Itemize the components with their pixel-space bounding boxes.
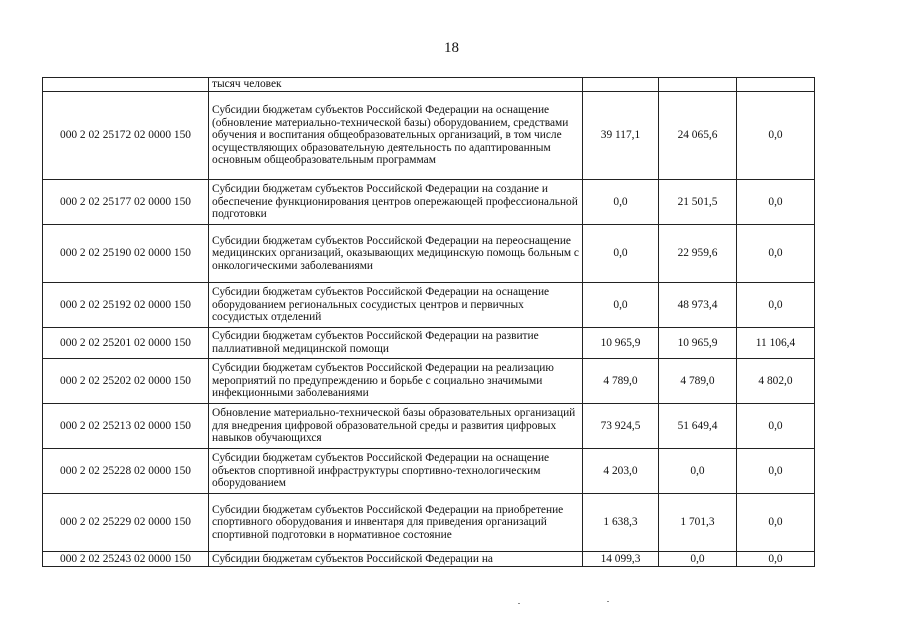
code-cell: 000 2 02 25172 02 0000 150	[43, 92, 209, 180]
value-cell-1	[583, 78, 659, 92]
value-cell-1: 0,0	[583, 283, 659, 328]
description-cell: Субсидии бюджетам субъектов Российской Федерации на оснащение объектов спортивной инфраструктуры спортивно-технологическим оборудованием	[209, 449, 583, 494]
value-cell-1: 14 099,3	[583, 552, 659, 567]
table-row	[43, 92, 815, 180]
table-row	[43, 180, 815, 225]
value-cell-3: 0,0	[737, 449, 815, 494]
description-cell: Обновление материально-технической базы образовательных организаций для внедрения цифровой образовательной среды и развития цифровых навыков обучающихся	[209, 404, 583, 449]
description-cell: Субсидии бюджетам субъектов Российской Федерации на	[209, 552, 583, 567]
value-cell-1: 73 924,5	[583, 404, 659, 449]
table-row	[43, 449, 815, 494]
description-cell: Субсидии бюджетам субъектов Российской Федерации на оснащение оборудованием региональных сосудистых центров и первичных сосудистых отделений	[209, 283, 583, 328]
code-cell: 000 2 02 25228 02 0000 150	[43, 449, 209, 494]
value-cell-3	[737, 78, 815, 92]
value-cell-1: 0,0	[583, 180, 659, 225]
value-cell-2: 22 959,6	[659, 225, 737, 283]
value-cell-3: 4 802,0	[737, 359, 815, 404]
value-cell-1: 4 203,0	[583, 449, 659, 494]
code-cell: 000 2 02 25243 02 0000 150	[43, 552, 209, 567]
code-cell: 000 2 02 25229 02 0000 150	[43, 494, 209, 552]
value-cell-1: 1 638,3	[583, 494, 659, 552]
scan-speck	[518, 603, 520, 604]
code-cell: 000 2 02 25177 02 0000 150	[43, 180, 209, 225]
value-cell-2: 48 973,4	[659, 283, 737, 328]
description-cell: Субсидии бюджетам субъектов Российской Федерации на приобретение спортивного оборудования и инвентаря для приведения организаций спортивной подготовки в нормативное состояние	[209, 494, 583, 552]
value-cell-3: 0,0	[737, 552, 815, 567]
value-cell-2	[659, 78, 737, 92]
description-cell: Субсидии бюджетам субъектов Российской Федерации на переоснащение медицинских организаций, оказывающих медицинскую помощь больным с онкологическими заболеваниями	[209, 225, 583, 283]
value-cell-1: 39 117,1	[583, 92, 659, 180]
description-cell: Субсидии бюджетам субъектов Российской Федерации на развитие паллиативной медицинской помощи	[209, 328, 583, 359]
value-cell-2: 21 501,5	[659, 180, 737, 225]
value-cell-2: 24 065,6	[659, 92, 737, 180]
code-cell: 000 2 02 25190 02 0000 150	[43, 225, 209, 283]
value-cell-2: 4 789,0	[659, 359, 737, 404]
value-cell-1: 0,0	[583, 225, 659, 283]
table-row	[43, 552, 815, 567]
description-cell: Субсидии бюджетам субъектов Российской Федерации на реализацию мероприятий по предупреждению и борьбе с социально значимыми инфекционными заболеваниями	[209, 359, 583, 404]
code-cell: 000 2 02 25202 02 0000 150	[43, 359, 209, 404]
value-cell-3: 0,0	[737, 283, 815, 328]
table-row	[43, 494, 815, 552]
description-cell: Субсидии бюджетам субъектов Российской Федерации на создание и обеспечение функционирования центров опережающей профессиональной подготовки	[209, 180, 583, 225]
page-number: 18	[444, 40, 459, 56]
code-cell: 000 2 02 25213 02 0000 150	[43, 404, 209, 449]
scan-speck	[607, 601, 609, 602]
value-cell-2: 0,0	[659, 449, 737, 494]
value-cell-3: 11 106,4	[737, 328, 815, 359]
value-cell-2: 0,0	[659, 552, 737, 567]
table-row	[43, 225, 815, 283]
value-cell-3: 0,0	[737, 494, 815, 552]
value-cell-3: 0,0	[737, 404, 815, 449]
code-cell: 000 2 02 25192 02 0000 150	[43, 283, 209, 328]
value-cell-1: 4 789,0	[583, 359, 659, 404]
value-cell-2: 51 649,4	[659, 404, 737, 449]
description-cell: тысяч человек	[209, 78, 583, 92]
code-cell: 000 2 02 25201 02 0000 150	[43, 328, 209, 359]
value-cell-3: 0,0	[737, 225, 815, 283]
table-row	[43, 404, 815, 449]
table-row	[43, 78, 815, 92]
value-cell-3: 0,0	[737, 92, 815, 180]
table-row	[43, 359, 815, 404]
code-cell	[43, 78, 209, 92]
table-row	[43, 283, 815, 328]
value-cell-2: 10 965,9	[659, 328, 737, 359]
table-row	[43, 328, 815, 359]
budget-table	[42, 77, 815, 567]
value-cell-1: 10 965,9	[583, 328, 659, 359]
description-cell: Субсидии бюджетам субъектов Российской Федерации на оснащение (обновление материально-технической базы) оборудованием, средствами обучения и воспитания общеобразовательных организаций, в том числе осуществляющих образовательную деятельность по адаптированным основным общеобразовательным программам	[209, 92, 583, 180]
value-cell-2: 1 701,3	[659, 494, 737, 552]
value-cell-3: 0,0	[737, 180, 815, 225]
